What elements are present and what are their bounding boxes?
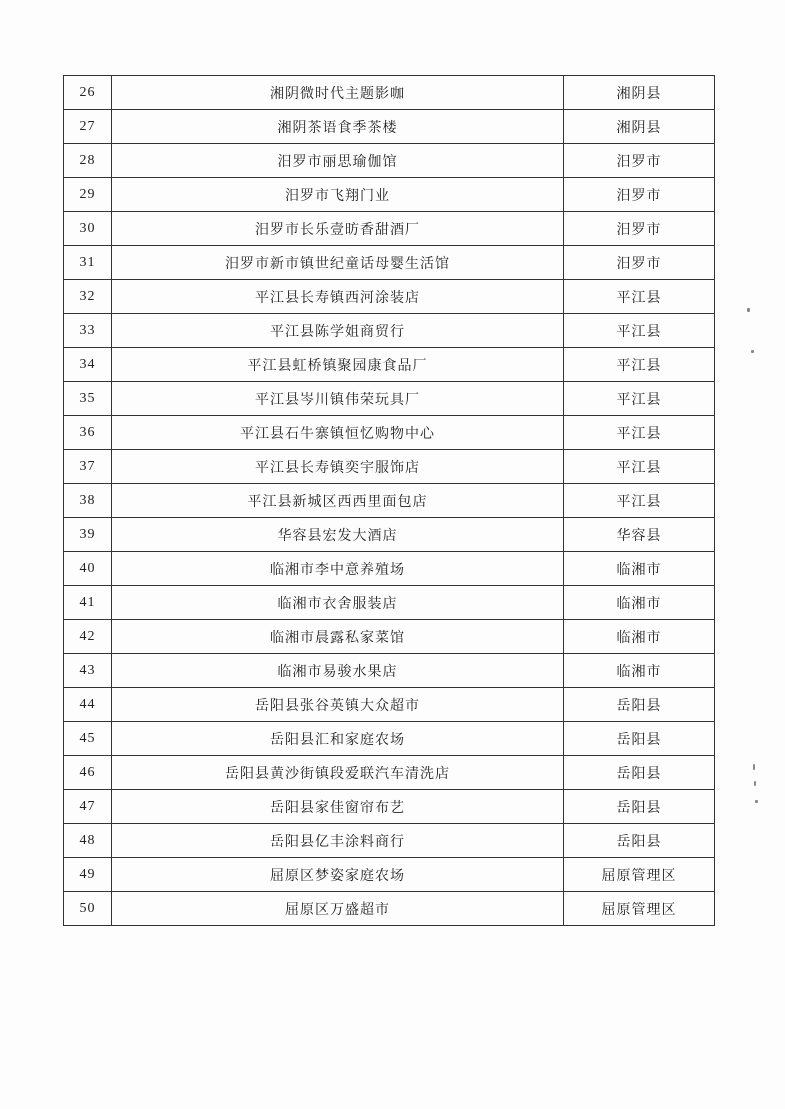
table-row: [64, 212, 715, 246]
district-cell: 岳阳县: [564, 824, 715, 858]
district-cell: 平江县: [564, 348, 715, 382]
business-name-cell: 岳阳县家佳窗帘布艺: [112, 790, 564, 824]
row-number-cell: 36: [64, 416, 112, 450]
row-number-cell: 43: [64, 654, 112, 688]
table-row: [64, 348, 715, 382]
scan-speck: [754, 781, 756, 786]
business-name-cell: 屈原区梦姿家庭农场: [112, 858, 564, 892]
district-cell: 湘阴县: [564, 76, 715, 110]
business-name-cell: 临湘市衣舍服装店: [112, 586, 564, 620]
row-number-cell: 47: [64, 790, 112, 824]
row-number-cell: 26: [64, 76, 112, 110]
row-number-cell: 46: [64, 756, 112, 790]
row-number-cell: 44: [64, 688, 112, 722]
district-cell: 平江县: [564, 314, 715, 348]
table-row: [64, 416, 715, 450]
row-number-cell: 37: [64, 450, 112, 484]
scan-speck: [753, 764, 755, 770]
table-row: [64, 144, 715, 178]
business-name-cell: 华容县宏发大酒店: [112, 518, 564, 552]
district-cell: 岳阳县: [564, 790, 715, 824]
table-row: [64, 382, 715, 416]
table-row: [64, 552, 715, 586]
table-row: [64, 688, 715, 722]
table-row: [64, 178, 715, 212]
table-row: [64, 280, 715, 314]
district-cell: 屈原管理区: [564, 892, 715, 926]
row-number-cell: 49: [64, 858, 112, 892]
business-name-cell: 平江县虹桥镇聚园康食品厂: [112, 348, 564, 382]
row-number-cell: 35: [64, 382, 112, 416]
table-row: [64, 484, 715, 518]
business-name-cell: 汨罗市丽思瑜伽馆: [112, 144, 564, 178]
scan-speck: [747, 308, 750, 312]
row-number-cell: 50: [64, 892, 112, 926]
row-number-cell: 30: [64, 212, 112, 246]
district-cell: 平江县: [564, 382, 715, 416]
table-row: [64, 756, 715, 790]
business-name-cell: 平江县岑川镇伟荣玩具厂: [112, 382, 564, 416]
table-body: [64, 76, 715, 926]
table-row: [64, 586, 715, 620]
business-name-cell: 岳阳县张谷英镇大众超市: [112, 688, 564, 722]
table-row: [64, 450, 715, 484]
business-name-cell: 岳阳县黄沙街镇段爱联汽车清洗店: [112, 756, 564, 790]
business-name-cell: 屈原区万盛超市: [112, 892, 564, 926]
table-row: [64, 892, 715, 926]
row-number-cell: 40: [64, 552, 112, 586]
row-number-cell: 34: [64, 348, 112, 382]
business-name-cell: 岳阳县汇和家庭农场: [112, 722, 564, 756]
row-number-cell: 27: [64, 110, 112, 144]
business-name-cell: 平江县新城区西西里面包店: [112, 484, 564, 518]
district-cell: 华容县: [564, 518, 715, 552]
table-row: [64, 110, 715, 144]
district-cell: 湘阴县: [564, 110, 715, 144]
business-name-cell: 汨罗市长乐壹昉香甜酒厂: [112, 212, 564, 246]
business-name-cell: 临湘市易骏水果店: [112, 654, 564, 688]
district-cell: 汨罗市: [564, 246, 715, 280]
table-row: [64, 722, 715, 756]
district-cell: 平江县: [564, 450, 715, 484]
row-number-cell: 32: [64, 280, 112, 314]
business-list-table: [63, 75, 715, 926]
table-row: [64, 518, 715, 552]
business-name-cell: 平江县石牛寨镇恒忆购物中心: [112, 416, 564, 450]
business-name-cell: 平江县长寿镇西河涂装店: [112, 280, 564, 314]
row-number-cell: 45: [64, 722, 112, 756]
district-cell: 屈原管理区: [564, 858, 715, 892]
district-cell: 临湘市: [564, 552, 715, 586]
table-row: [64, 76, 715, 110]
district-cell: 岳阳县: [564, 722, 715, 756]
business-name-cell: 汨罗市飞翔门业: [112, 178, 564, 212]
business-name-cell: 平江县陈学姐商贸行: [112, 314, 564, 348]
district-cell: 岳阳县: [564, 688, 715, 722]
district-cell: 岳阳县: [564, 756, 715, 790]
row-number-cell: 33: [64, 314, 112, 348]
district-cell: 临湘市: [564, 620, 715, 654]
district-cell: 临湘市: [564, 654, 715, 688]
business-name-cell: 岳阳县亿丰涂料商行: [112, 824, 564, 858]
table-row: [64, 620, 715, 654]
business-name-cell: 平江县长寿镇奕宇服饰店: [112, 450, 564, 484]
table-row: [64, 858, 715, 892]
table-row: [64, 246, 715, 280]
scan-speck: [755, 800, 758, 803]
row-number-cell: 42: [64, 620, 112, 654]
district-cell: 平江县: [564, 280, 715, 314]
row-number-cell: 28: [64, 144, 112, 178]
district-cell: 汨罗市: [564, 212, 715, 246]
row-number-cell: 41: [64, 586, 112, 620]
business-name-cell: 湘阴茶语食季茶楼: [112, 110, 564, 144]
district-cell: 汨罗市: [564, 144, 715, 178]
table-row: [64, 314, 715, 348]
business-name-cell: 湘阴微时代主题影咖: [112, 76, 564, 110]
table-row: [64, 824, 715, 858]
business-name-cell: 临湘市晨露私家菜馆: [112, 620, 564, 654]
district-cell: 平江县: [564, 484, 715, 518]
table-row: [64, 790, 715, 824]
district-cell: 汨罗市: [564, 178, 715, 212]
row-number-cell: 31: [64, 246, 112, 280]
row-number-cell: 29: [64, 178, 112, 212]
scan-speck: [751, 350, 754, 353]
business-name-cell: 临湘市李中意养殖场: [112, 552, 564, 586]
business-name-cell: 汨罗市新市镇世纪童话母婴生活馆: [112, 246, 564, 280]
row-number-cell: 38: [64, 484, 112, 518]
table-row: [64, 654, 715, 688]
district-cell: 平江县: [564, 416, 715, 450]
row-number-cell: 48: [64, 824, 112, 858]
row-number-cell: 39: [64, 518, 112, 552]
district-cell: 临湘市: [564, 586, 715, 620]
